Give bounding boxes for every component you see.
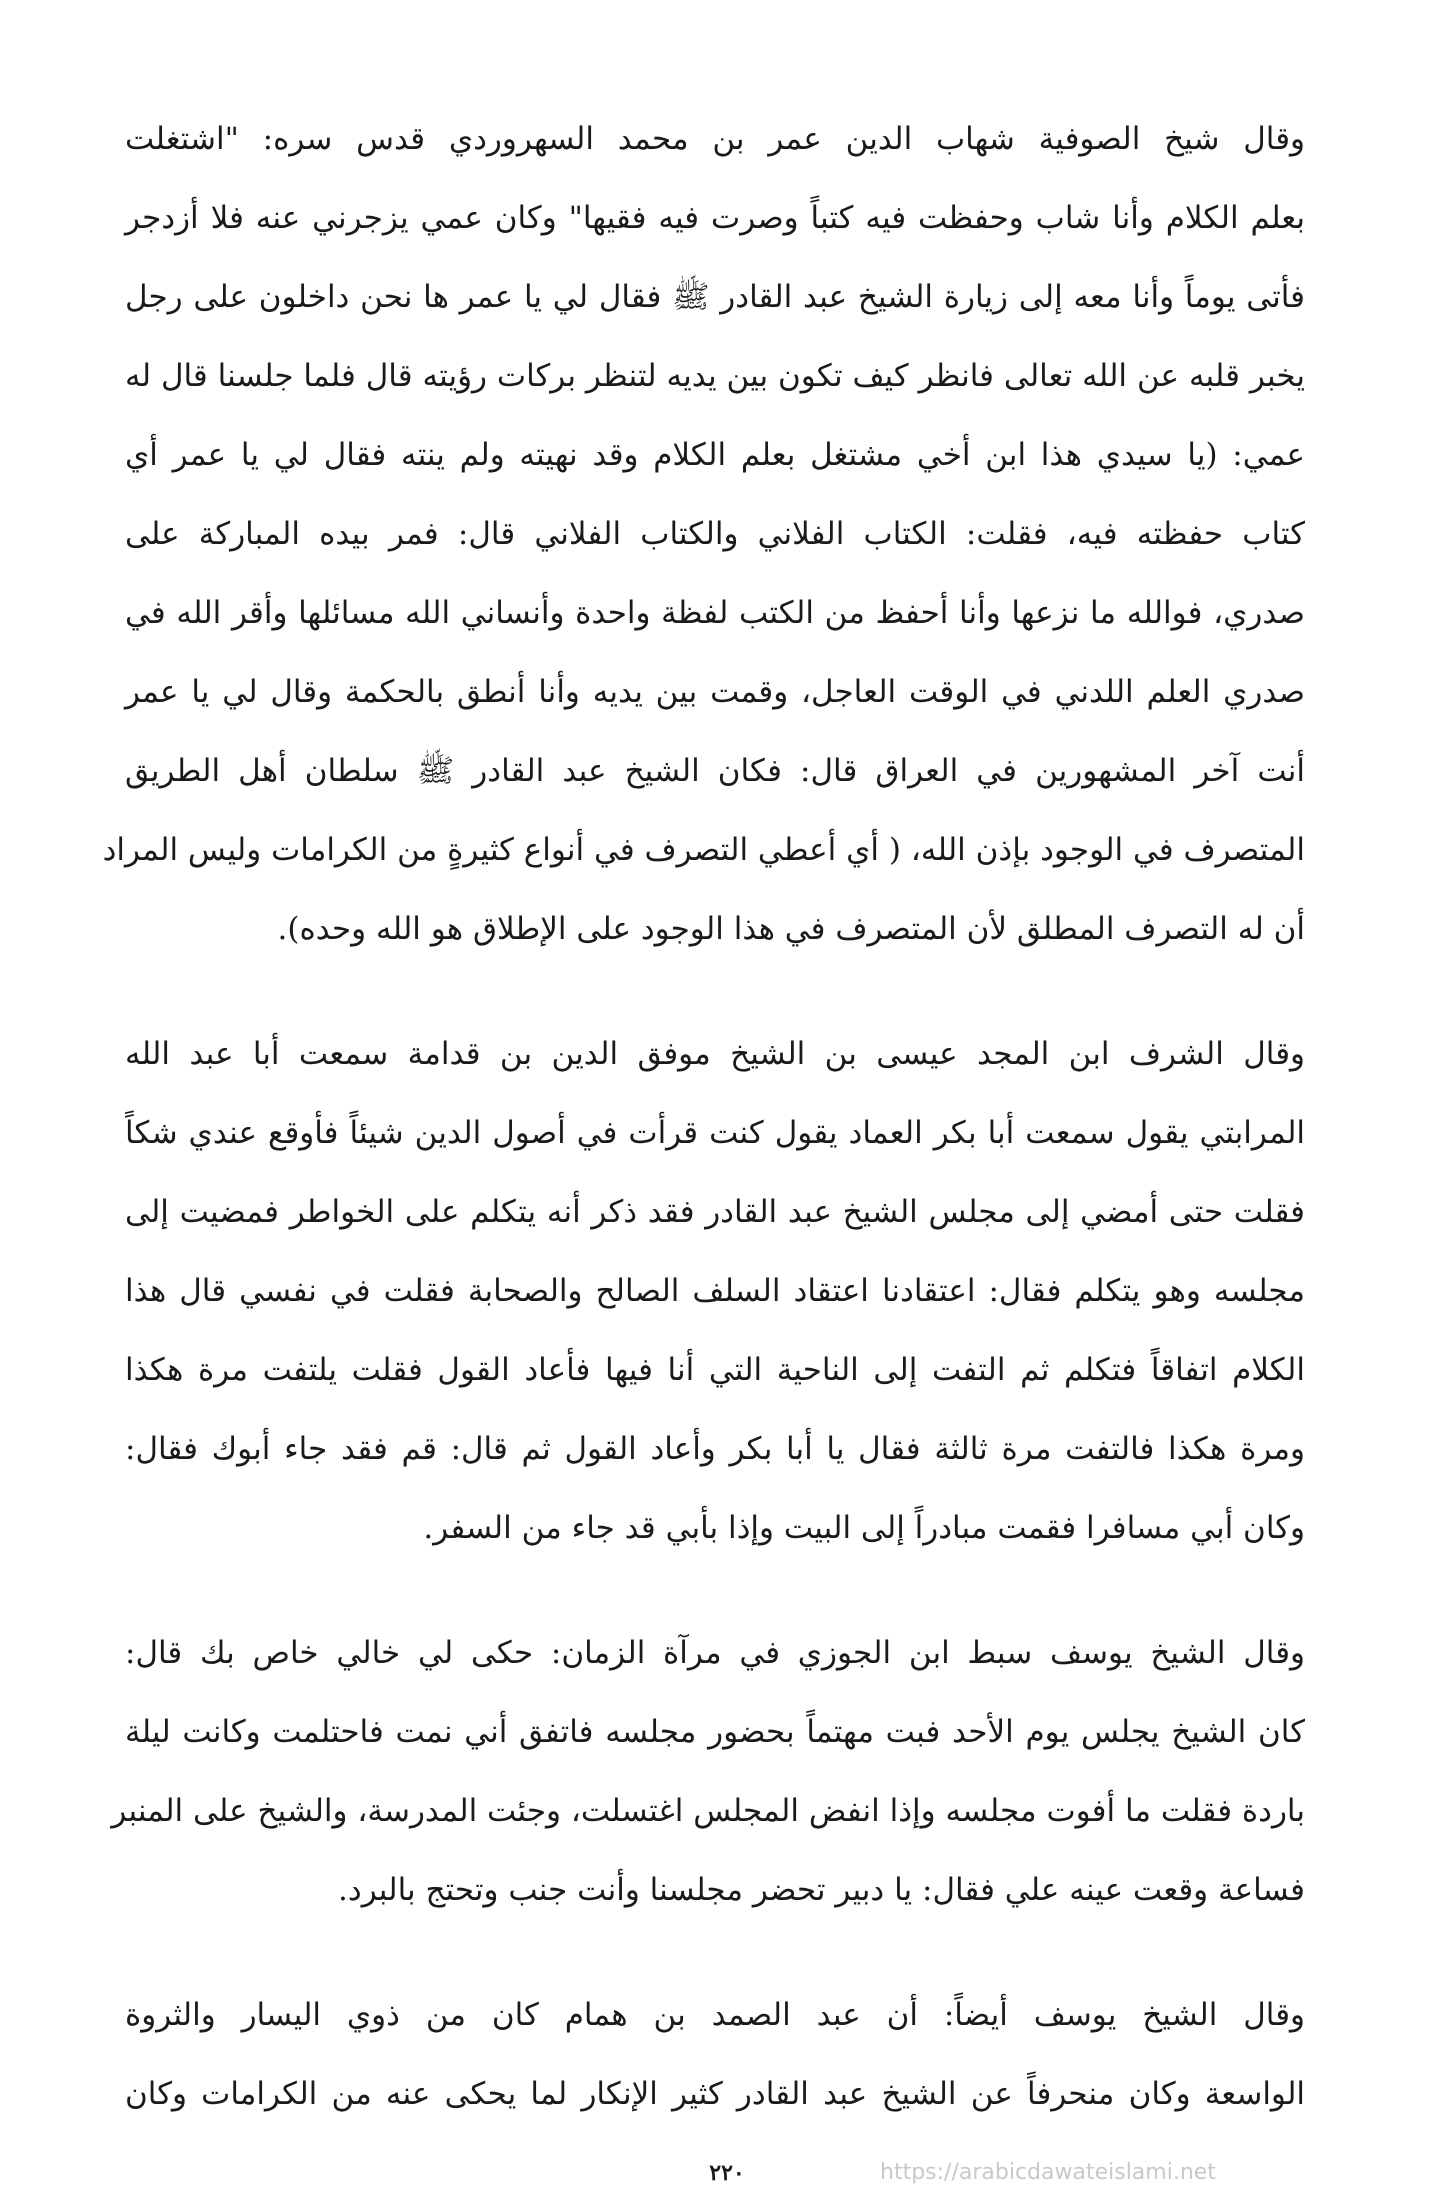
paragraph-2 [125, 1015, 1305, 1568]
text-line: فساعة وقعت عينه علي فقال: يا دبير تحضر مجلسنا وأنت جنب وتحتج بالبرد. [338, 1872, 1305, 1908]
document-page [102, 100, 1305, 2180]
text-line: وقال الشيخ يوسف سبط ابن الجوزي في مرآة الزمان: حكى لي خالي خاص بك قال: [125, 1635, 1305, 1671]
text-line: وقال شيخ الصوفية شهاب الدين عمر بن محمد السهروردي قدس سره: "اشتغلت [125, 121, 1305, 157]
text-line: بعلم الكلام وأنا شاب وحفظت فيه كتباً وصرت فيه فقيها" وكان عمي يزجرني عنه فلا أزدجر [125, 200, 1305, 236]
text-line: عمي: (يا سيدي هذا ابن أخي مشتغل بعلم الكلام وقد نهيته ولم ينته فقال لي يا عمر أي [125, 437, 1305, 473]
text-line: يخبر قلبه عن الله تعالى فانظر كيف تكون بين يديه لتنظر بركات رؤيته قال فلما جلسنا قال له [125, 358, 1305, 394]
text-line: مجلسه وهو يتكلم فقال: اعتقادنا اعتقاد السلف الصالح والصحابة فقلت في نفسي قال هذا [125, 1273, 1305, 1309]
text-line: المتصرف في الوجود بإذن الله، ( أي أعطي التصرف في أنواع كثيرةٍ من الكرامات وليس المراد [102, 832, 1305, 868]
text-line: أن له التصرف المطلق لأن المتصرف في هذا الوجود على الإطلاق هو الله وحده). [277, 911, 1305, 947]
text-line: صدري، فوالله ما نزعها وأنا أحفظ من الكتب لفظة واحدة وأنساني الله مسائلها وأقر الله في [125, 595, 1305, 631]
text-line: وكان أبي مسافرا فقمت مبادراً إلى البيت وإذا بأبي قد جاء من السفر. [423, 1510, 1305, 1546]
text-line: الواسعة وكان منحرفاً عن الشيخ عبد القادر كثير الإنكار لما يحكى عنه من الكرامات وكان [125, 2076, 1305, 2112]
paragraph-1 [102, 100, 1305, 969]
text-line: كتاب حفظته فيه، فقلت: الكتاب الفلاني والكتاب الفلاني قال: فمر بيده المباركة على [125, 516, 1305, 552]
text-line: صدري العلم اللدني في الوقت العاجل، وقمت بين يديه وأنا أنطق بالحكمة وقال لي يا عمر [125, 674, 1305, 710]
paragraph-4 [125, 1976, 1305, 2134]
text-line: فأتى يوماً وأنا معه إلى زيارة الشيخ عبد القادر ﷺ فقال لي يا عمر ها نحن داخلون على رجل [125, 279, 1305, 315]
paragraph-3 [111, 1614, 1305, 1930]
text-line: وقال الشرف ابن المجد عيسى بن الشيخ موفق الدين بن قدامة سمعت أبا عبد الله [125, 1036, 1305, 1072]
text-line: كان الشيخ يجلس يوم الأحد فبت مهتماً بحضور مجلسه فاتفق أني نمت فاحتلمت وكانت ليلة [125, 1714, 1305, 1750]
text-line: الكلام اتفاقاً فتكلم ثم التفت إلى الناحية التي أنا فيها فأعاد القول فقلت يلتفت مرة هكذا [125, 1352, 1305, 1388]
text-line: باردة فقلت ما أفوت مجلسه وإذا انفض المجلس اغتسلت، وجئت المدرسة، والشيخ على المنبر [111, 1793, 1305, 1829]
text-line: أنت آخر المشهورين في العراق قال: فكان الشيخ عبد القادر ﷺ سلطان أهل الطريق [125, 753, 1305, 789]
source-url-watermark: https://arabicdawateislami.net [880, 2160, 1216, 2185]
text-line: فقلت حتى أمضي إلى مجلس الشيخ عبد القادر فقد ذكر أنه يتكلم على الخواطر فمضيت إلى [125, 1194, 1305, 1230]
page-number: ٢٢٠ [709, 2160, 745, 2186]
text-line: ومرة هكذا فالتفت مرة ثالثة فقال يا أبا بكر وأعاد القول ثم قال: قم فقد جاء أبوك فقال: [125, 1431, 1305, 1467]
text-line: المرابتي يقول سمعت أبا بكر العماد يقول كنت قرأت في أصول الدين شيئاً فأوقع عندي شكاً [125, 1115, 1305, 1151]
text-line: وقال الشيخ يوسف أيضاً: أن عبد الصمد بن همام كان من ذوي اليسار والثروة [125, 1997, 1305, 2033]
